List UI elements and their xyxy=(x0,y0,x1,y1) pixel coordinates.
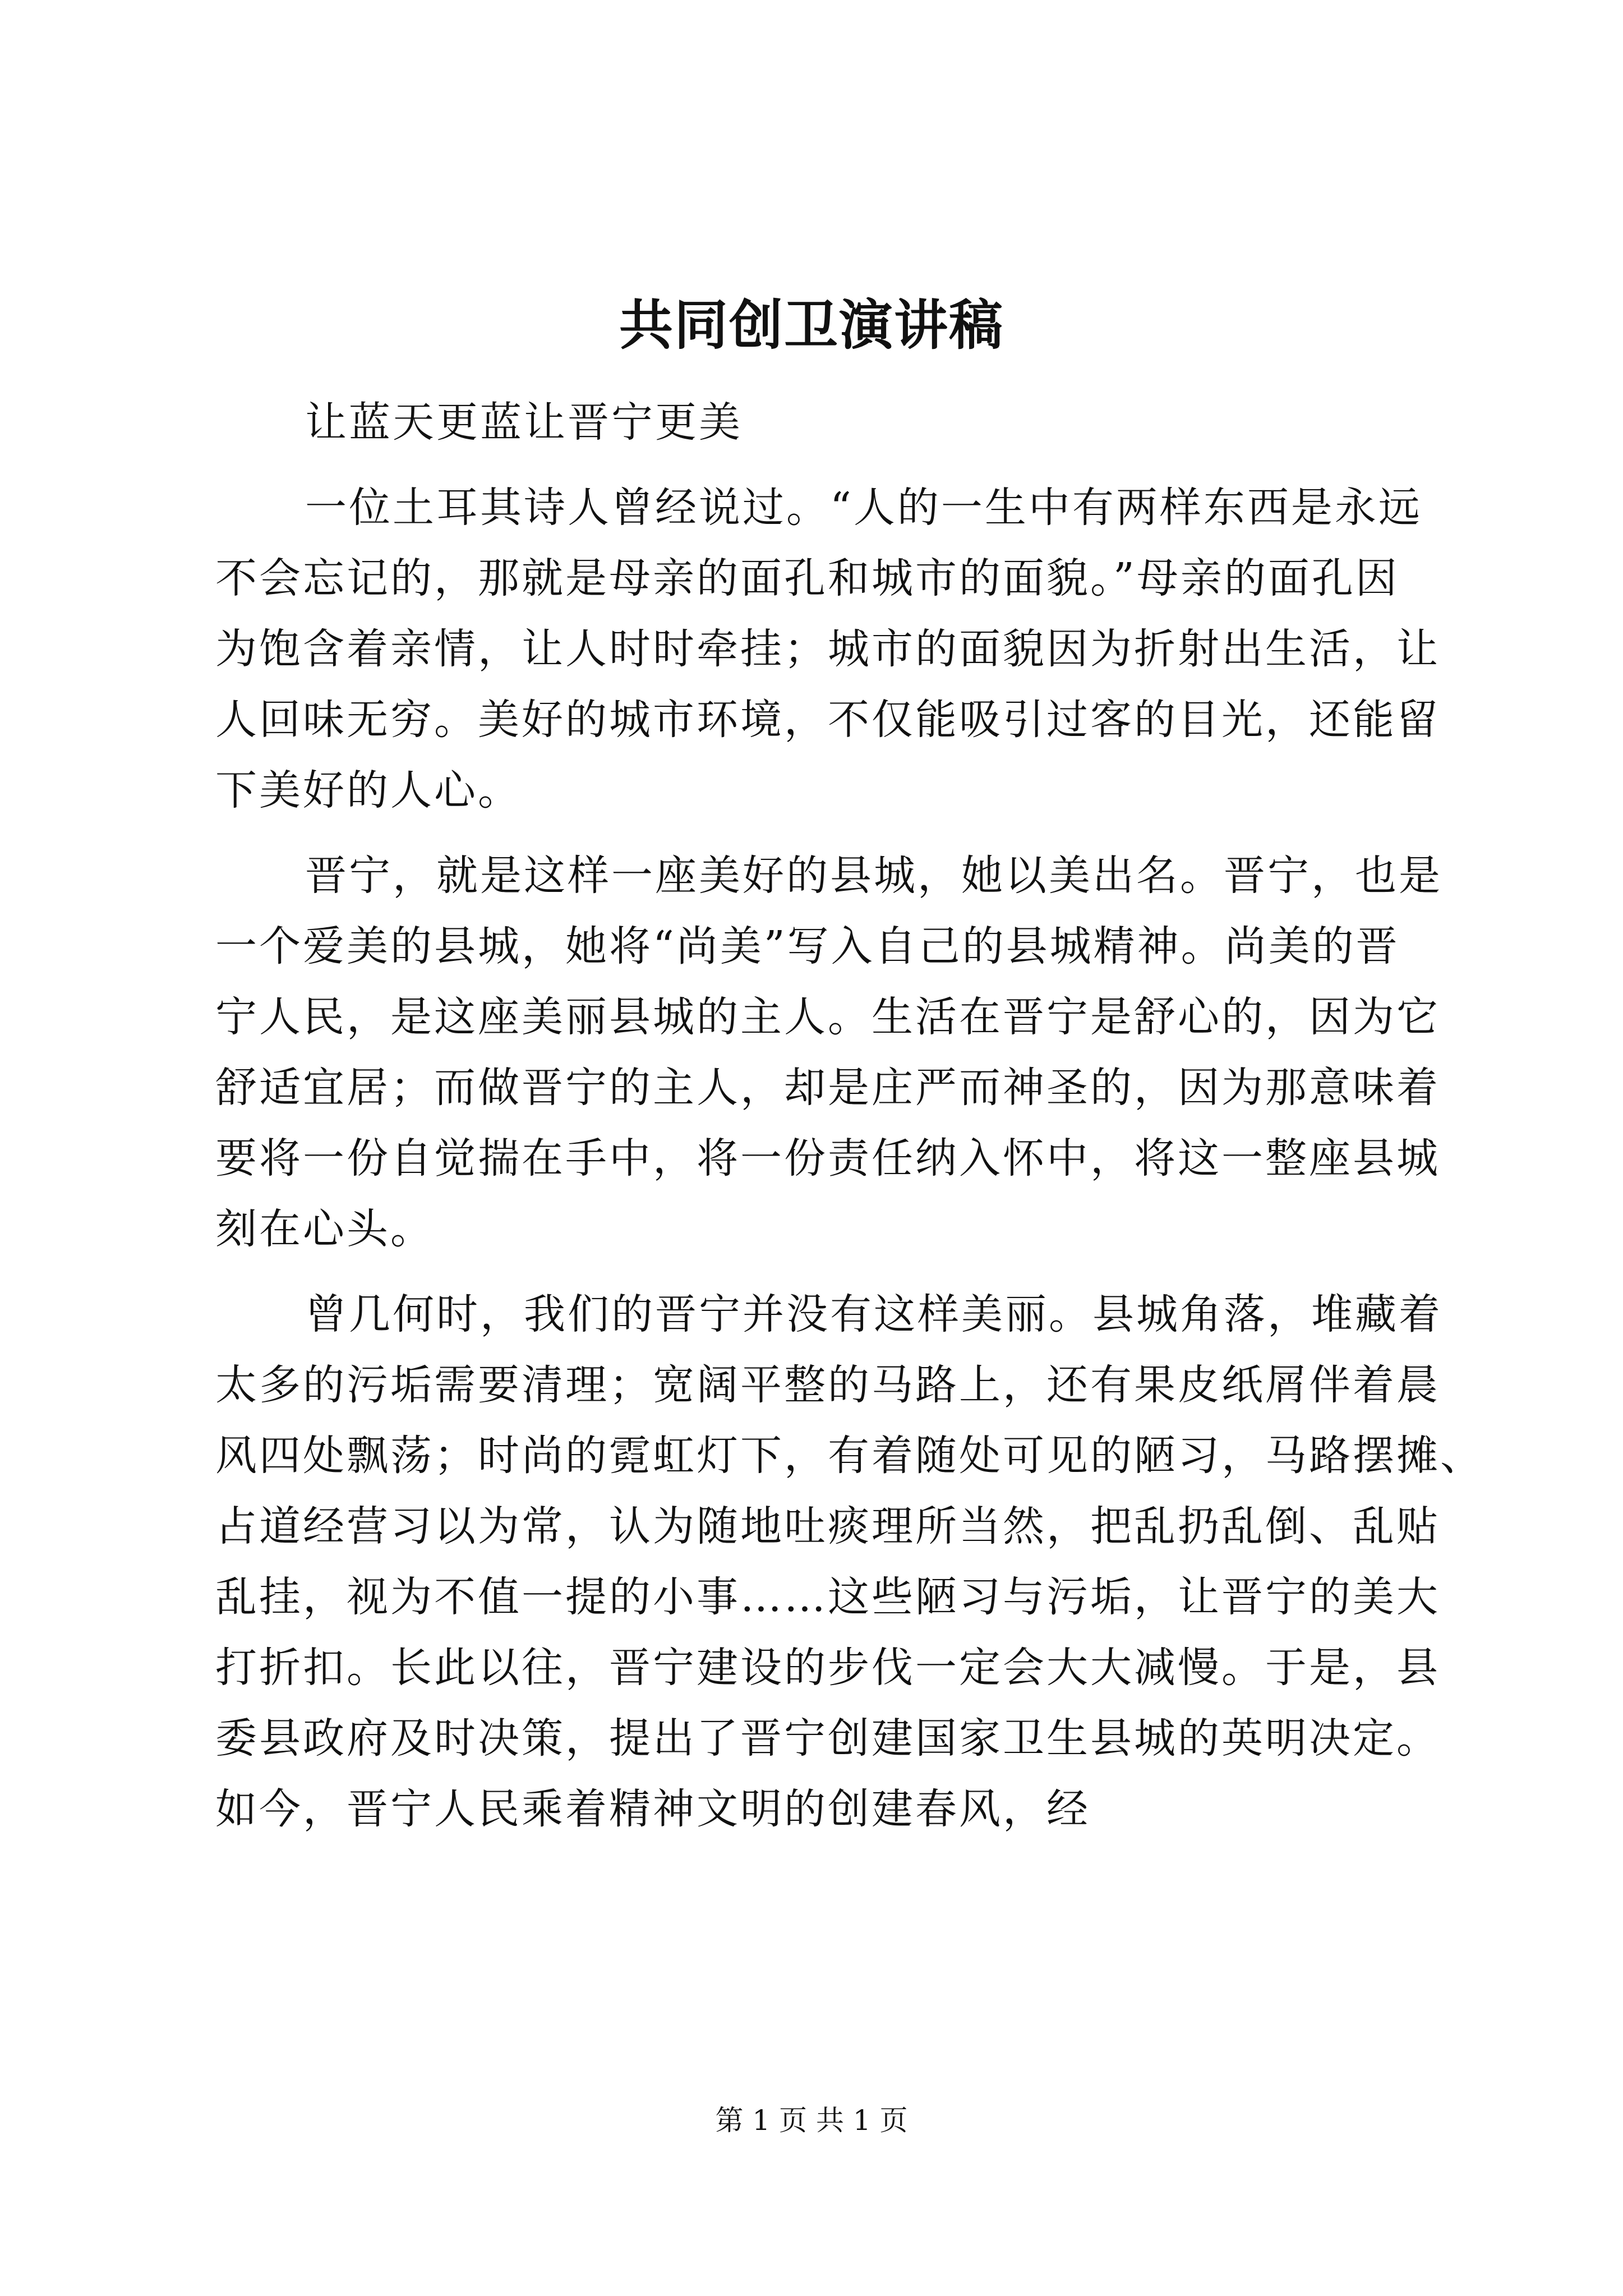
body-line: 乱挂，视为不值一提的小事……这些陋习与污垢，让晋宁的美大 xyxy=(215,1573,1440,1621)
body-line: 一个爱美的县城，她将“尚美”写入自己的县城精神。尚美的晋 xyxy=(215,922,1400,970)
body-line: 下美好的人心。 xyxy=(215,766,522,815)
body-line: 晋宁，就是这样一座美好的县城，她以美出名。晋宁，也是 xyxy=(305,852,1442,900)
body-line: 不会忘记的，那就是母亲的面孔和城市的面貌。”母亲的面孔因 xyxy=(215,554,1399,602)
body-line: 要将一份自觉揣在手中，将一份责任纳入怀中，将这一整座县城 xyxy=(215,1134,1440,1182)
body-line: 如今，晋宁人民乘着精神文明的创建春风，经 xyxy=(215,1785,1090,1833)
body-line: 宁人民，是这座美丽县城的主人。生活在晋宁是舒心的，因为它 xyxy=(215,993,1440,1041)
body-line: 舒适宜居；而做晋宁的主人，却是庄严而神圣的，因为那意味着 xyxy=(215,1064,1440,1112)
body-line: 打折扣。长此以往，晋宁建设的步伐一定会大大减慢。于是，县 xyxy=(215,1644,1440,1692)
body-line: 委县政府及时决策，提出了晋宁创建国家卫生县城的英明决定。 xyxy=(215,1714,1440,1763)
body-line: 为饱含着亲情，让人时时牵挂；城市的面貌因为折射出生活，让 xyxy=(215,625,1440,673)
body-line: 太多的污垢需要清理；宽阔平整的马路上，还有果皮纸屑伴着晨 xyxy=(215,1361,1440,1409)
body-line: 曾几何时，我们的晋宁并没有这样美丽。县城角落，堆藏着 xyxy=(305,1290,1442,1338)
body-line: 风四处飘荡；时尚的霓虹灯下，有着随处可见的陋习，马路摆摊、 xyxy=(215,1432,1484,1480)
document-title: 共同创卫演讲稿 xyxy=(619,293,1004,357)
body-line: 一位土耳其诗人曾经说过。“人的一生中有两样东西是永远 xyxy=(305,484,1422,532)
body-line: 刻在心头。 xyxy=(215,1205,434,1253)
page-footer: 第 1 页 共 1 页 xyxy=(715,2104,908,2137)
body-line: 占道经营习以为常，认为随地吐痰理所当然，把乱扔乱倒、乱贴 xyxy=(215,1502,1440,1550)
body-line: 人回味无穷。美好的城市环境，不仅能吸引过客的目光，还能留 xyxy=(215,696,1440,744)
body-line-subtitle: 让蓝天更蓝让晋宁更美 xyxy=(305,398,743,447)
